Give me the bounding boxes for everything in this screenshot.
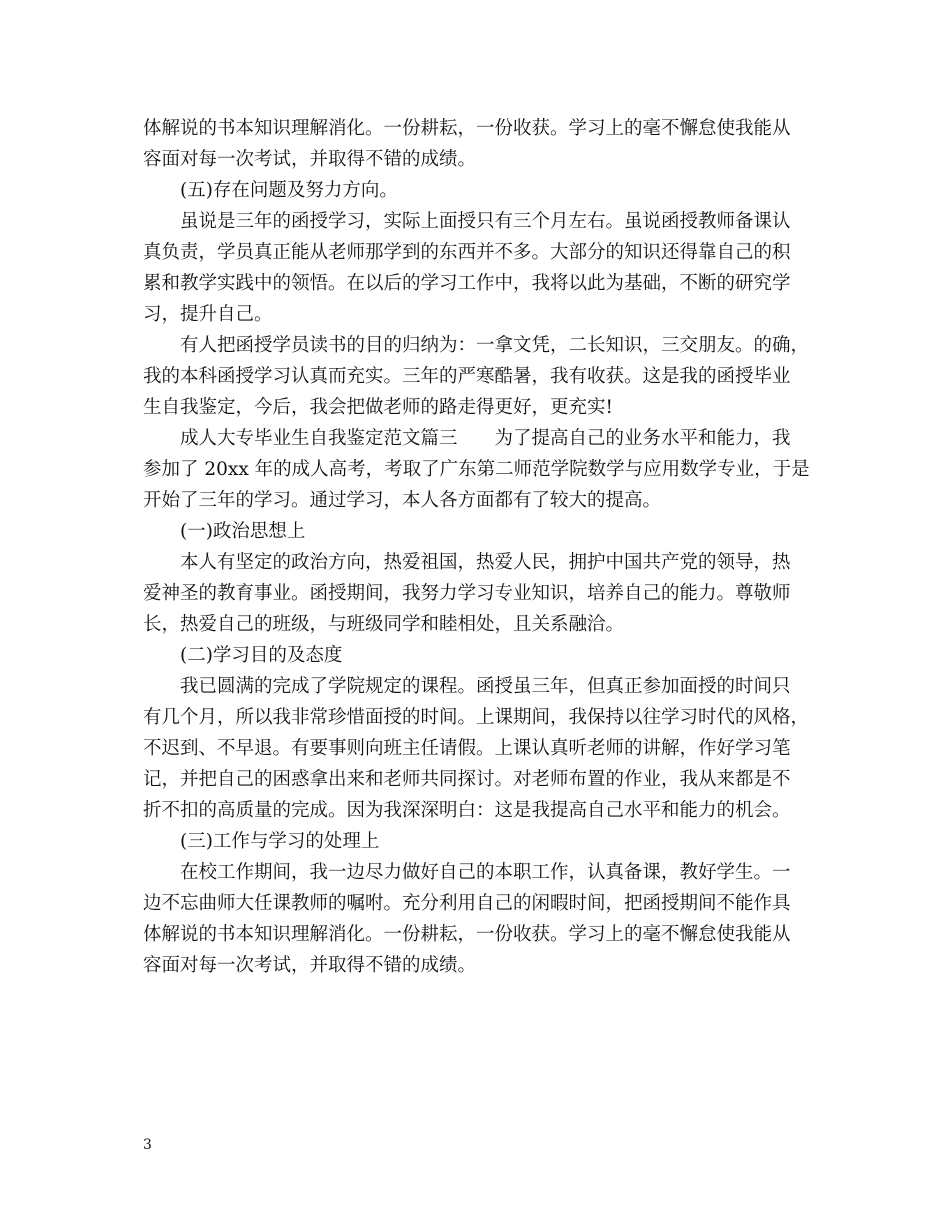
text-line: 在校工作期间，我一边尽力做好自己的本职工作，认真备课，教好学生。一 [180, 862, 791, 883]
text-line: 生自我鉴定，今后，我会把做老师的路走得更好，更充实! [143, 397, 613, 418]
text-line: 习，提升自己。 [143, 304, 273, 325]
text-line: 体解说的书本知识理解消化。一份耕耘，一份收获。学习上的毫不懈怠使我能从 [143, 118, 791, 139]
text-line: 记，并把自己的困惑拿出来和老师共同探讨。对老师布置的作业，我从来都是不 [143, 769, 791, 790]
text-line: 边不忘曲师大任课教师的嘱咐。充分利用自己的闲暇时间，把函授期间不能作具 [143, 893, 791, 914]
text-line: 成人大专毕业生自我鉴定范文篇三 为了提高自己的业务水平和能力，我 [180, 428, 791, 449]
text-line: 本人有坚定的政治方向，热爱祖国，热爱人民，拥护中国共产党的领导，热 [180, 552, 791, 573]
text-line: 真负责，学员真正能从老师那学到的东西并不多。大部分的知识还得靠自己的积 [143, 242, 791, 263]
text-line: 有几个月，所以我非常珍惜面授的时间。上课期间，我保持以往学习时代的风格， [143, 707, 810, 728]
text-line: 累和教学实践中的领悟。在以后的学习工作中，我将以此为基础，不断的研究学 [143, 273, 791, 294]
text-line: 我已圆满的完成了学院规定的课程。函授虽三年，但真正参加面授的时间只 [180, 676, 791, 697]
section-heading: (一)政治思想上 [180, 521, 306, 542]
section-heading: (二)学习目的及态度 [180, 645, 343, 666]
text-line: 容面对每一次考试，并取得不错的成绩。 [143, 149, 477, 170]
text-line: 不迟到、不早退。有要事则向班主任请假。上课认真听老师的讲解，作好学习笔 [143, 738, 791, 759]
text-line: 爱神圣的教育事业。函授期间，我努力学习专业知识，培养自己的能力。尊敬师 [143, 583, 791, 604]
document-body [143, 113, 815, 981]
text-line: 虽说是三年的函授学习，实际上面授只有三个月左右。虽说函授教师备课认 [180, 211, 791, 232]
text-line: 长，热爱自己的班级，与班级同学和睦相处，且关系融洽。 [143, 614, 625, 635]
section-heading: (五)存在问题及努力方向。 [180, 180, 398, 201]
text-line: 有人把函授学员读书的目的归纳为：一拿文凭，二长知识，三交朋友。的确， [180, 335, 810, 356]
text-line: 开始了三年的学习。通过学习，本人各方面都有了较大的提高。 [143, 490, 662, 511]
section-heading: (三)工作与学习的处理上 [180, 831, 380, 852]
text-line: 体解说的书本知识理解消化。一份耕耘，一份收获。学习上的毫不懈怠使我能从 [143, 924, 791, 945]
text-line: 容面对每一次考试，并取得不错的成绩。 [143, 955, 477, 976]
page-number: 3 [143, 1137, 152, 1153]
text-line: 参加了 20xx 年的成人高考，考取了广东第二师范学院数学与应用数学专业，于是 [143, 459, 810, 480]
text-line: 折不扣的高质量的完成。因为我深深明白：这是我提高自己水平和能力的机会。 [143, 800, 791, 821]
text-line: 我的本科函授学习认真而充实。三年的严寒酷暑，我有收获。这是我的函授毕业 [143, 366, 791, 387]
